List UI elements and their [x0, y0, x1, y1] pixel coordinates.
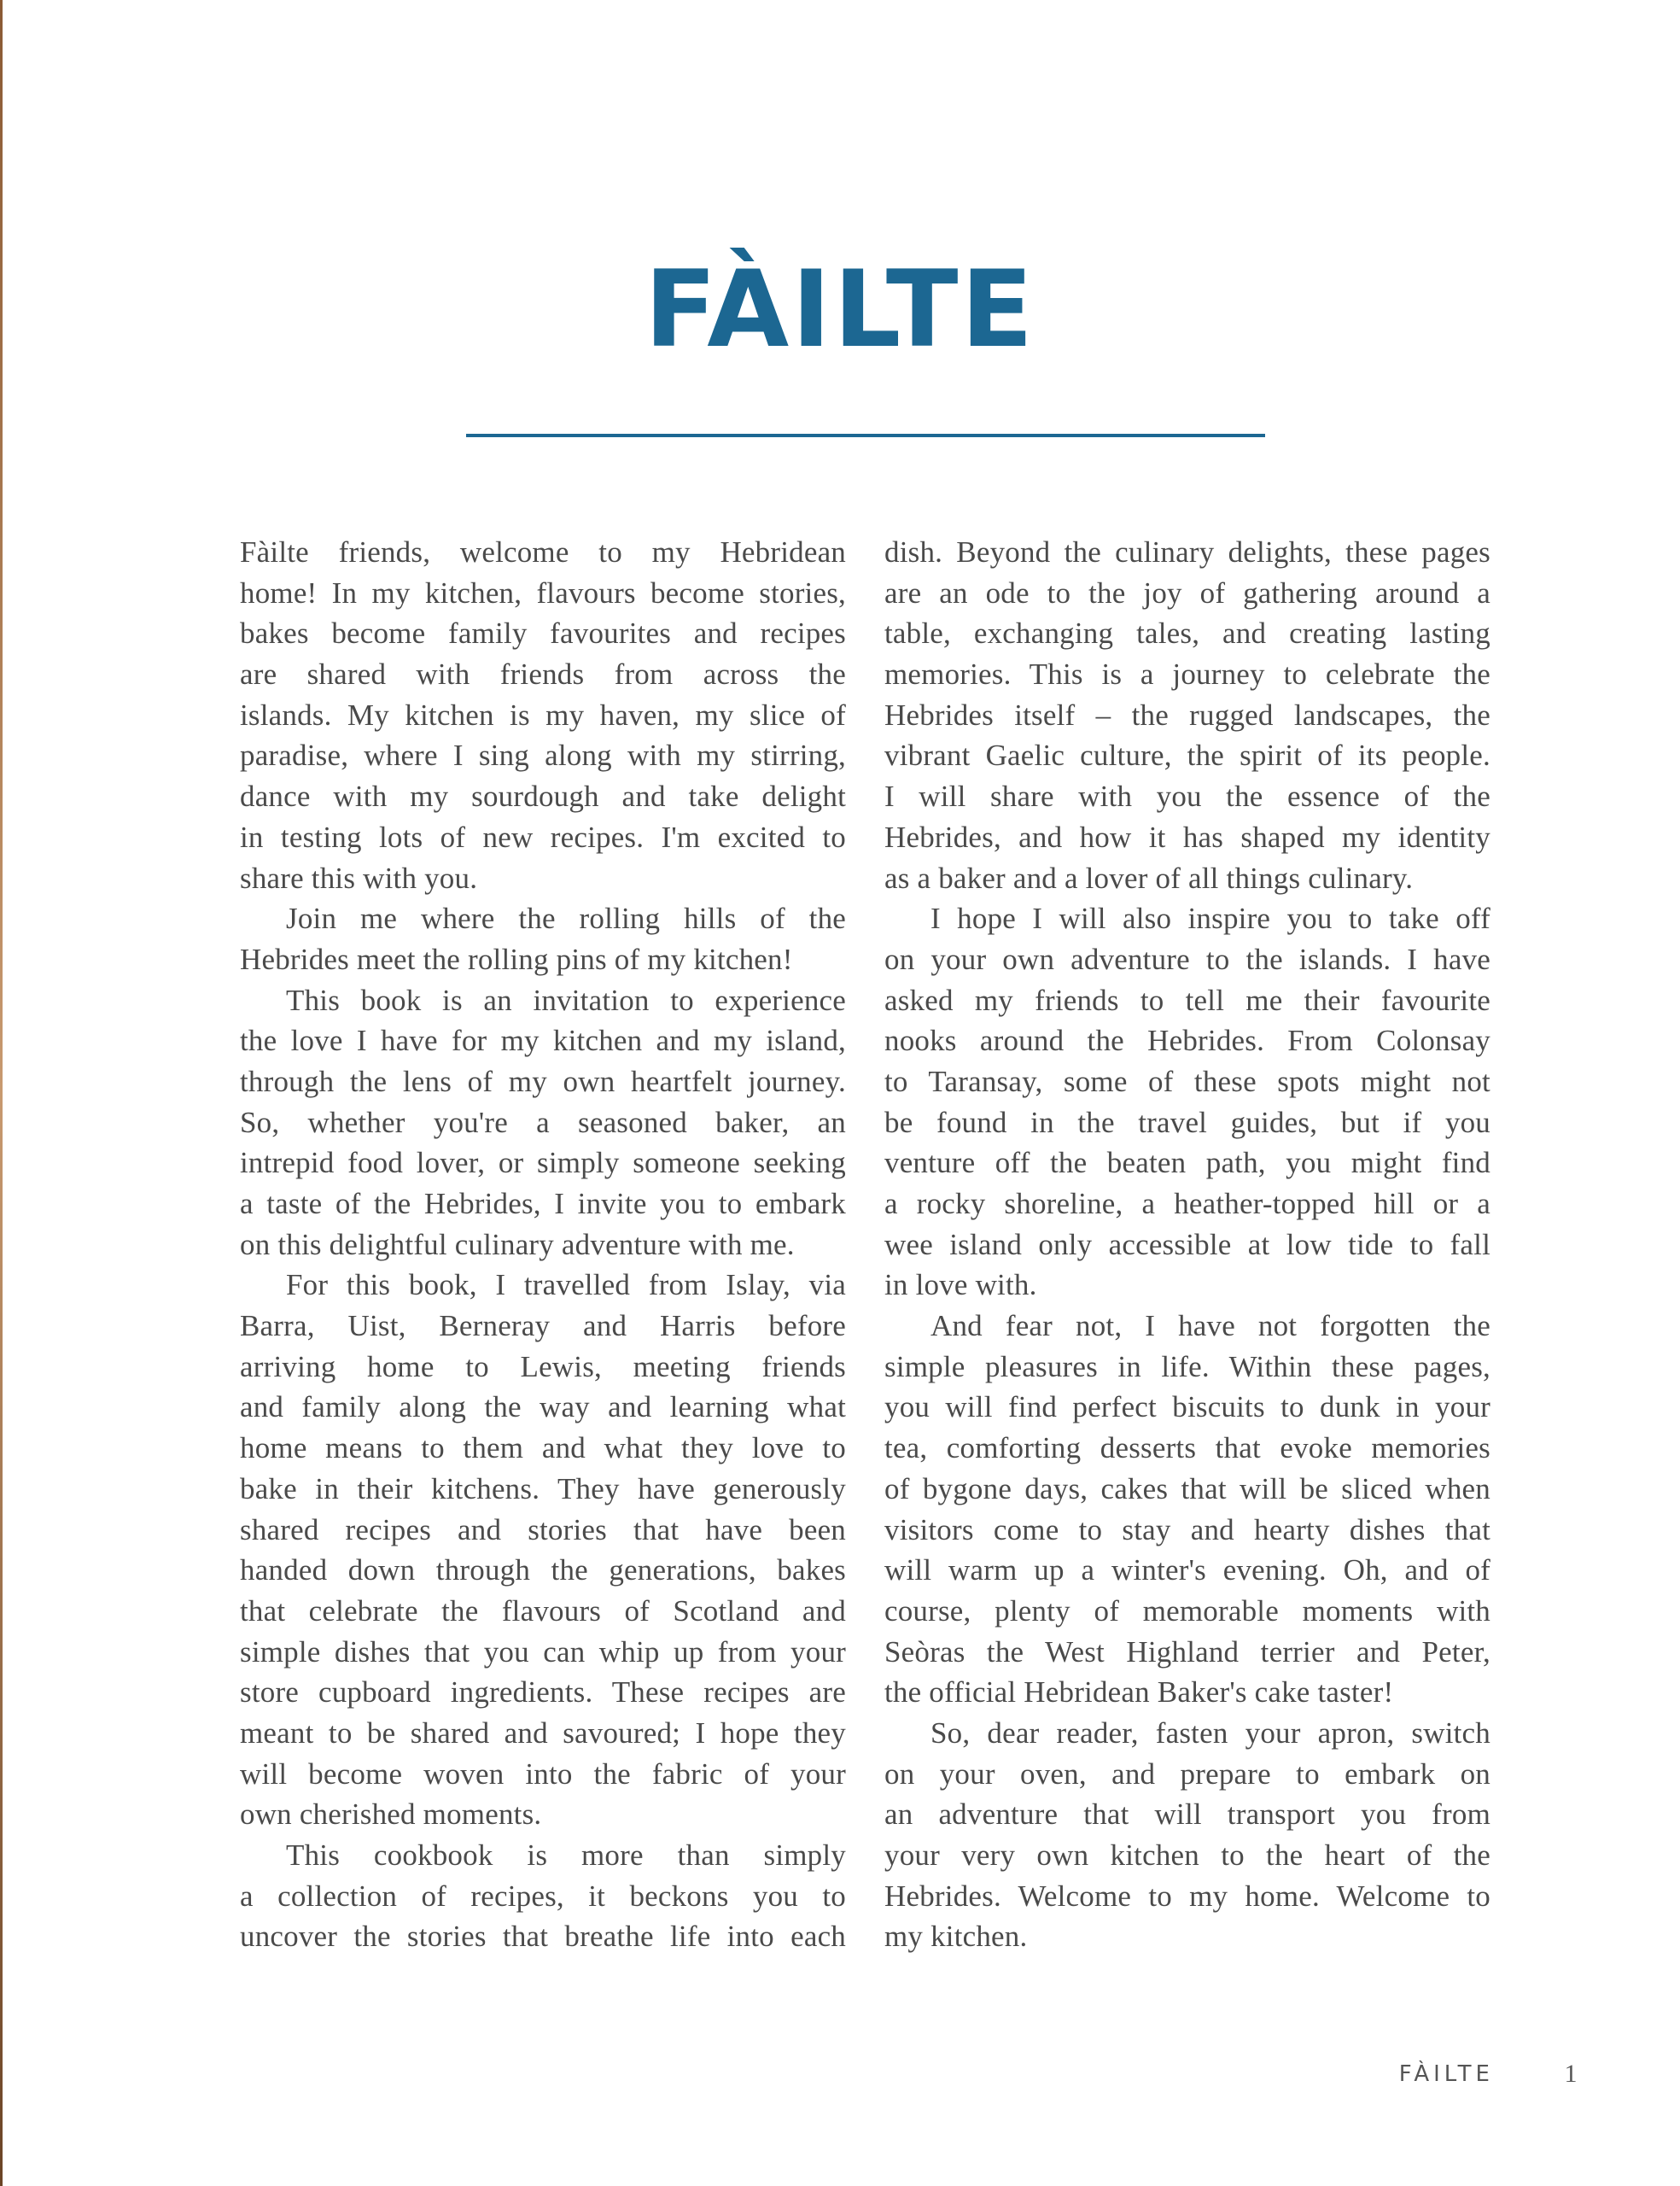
text-line: on your oven, and prepare to embark on	[884, 1756, 1490, 1791]
text-line: Seòras the West Highland terrier and Peter,	[884, 1634, 1490, 1669]
text-line: Hebrides, and how it has shaped my identity	[884, 820, 1490, 854]
text-line: you will find perfect biscuits to dunk in your	[884, 1390, 1490, 1424]
text-line: and family along the way and learning what	[240, 1390, 846, 1424]
text-line: Hebrides itself – the rugged landscapes, the	[884, 698, 1490, 732]
text-line: home! In my kitchen, flavours become stories,	[240, 576, 846, 610]
page-title: FÀILTE	[644, 248, 1036, 371]
text-line: vibrant Gaelic culture, the spirit of its people.	[884, 739, 1490, 773]
text-line: dance with my sourdough and take delight	[240, 780, 846, 814]
text-line: bakes become family favourites and recipes	[240, 617, 846, 651]
text-line: will warm up a winter's evening. Oh, and of	[884, 1553, 1490, 1587]
text-line: I will share with you the essence of the	[884, 780, 1490, 814]
text-line: Hebrides. Welcome to my home. Welcome to	[884, 1879, 1490, 1913]
text-line: on your own adventure to the islands. I have	[884, 942, 1490, 976]
text-line: meant to be shared and savoured; I hope they	[240, 1715, 846, 1750]
text-line: course, plenty of memorable moments with	[884, 1593, 1490, 1628]
running-footer-title: FÀILTE	[1398, 2061, 1494, 2087]
text-line: tea, comforting desserts that evoke memories	[884, 1431, 1490, 1465]
text-line: dish. Beyond the culinary delights, these pages	[884, 535, 1490, 569]
text-line: nooks around the Hebrides. From Colonsay	[884, 1024, 1490, 1058]
text-line: a taste of the Hebrides, I invite you to embark	[240, 1187, 846, 1220]
text-line: intrepid food lover, or simply someone seeking	[240, 1146, 846, 1180]
text-line: in love with.	[884, 1268, 1037, 1302]
right-column	[884, 532, 1490, 1957]
text-line: memories. This is a journey to celebrate the	[884, 658, 1490, 692]
text-line: my kitchen.	[884, 1920, 1028, 1954]
text-line: Join me where the rolling hills of the	[286, 902, 846, 936]
text-line: Barra, Uist, Berneray and Harris before	[240, 1309, 846, 1343]
text-line: be found in the travel guides, but if you	[884, 1105, 1490, 1139]
text-line: of bygone days, cakes that will be sliced when	[884, 1471, 1490, 1505]
text-line: your very own kitchen to the heart of the	[884, 1838, 1490, 1872]
page-number: 1	[1564, 2060, 1578, 2088]
text-line: bake in their kitchens. They have generously	[240, 1471, 846, 1505]
text-line: shared recipes and stories that have been	[240, 1512, 846, 1546]
text-line: visitors come to stay and hearty dishes that	[884, 1512, 1490, 1546]
text-line: And fear not, I have not forgotten the	[930, 1309, 1490, 1343]
text-line: venture off the beaten path, you might find	[884, 1146, 1490, 1180]
text-line: Hebrides meet the rolling pins of my kitchen!	[240, 942, 793, 976]
text-line: the love I have for my kitchen and my island,	[240, 1024, 846, 1058]
text-line: that celebrate the flavours of Scotland and	[240, 1593, 846, 1628]
text-line: are an ode to the joy of gathering around a	[884, 576, 1490, 610]
text-line: own cherished moments.	[240, 1797, 542, 1832]
text-line: will become woven into the fabric of your	[240, 1756, 846, 1791]
text-line: share this with you.	[240, 861, 478, 895]
text-line: as a baker and a lover of all things culinary.	[884, 861, 1414, 895]
text-line: arriving home to Lewis, meeting friends	[240, 1349, 846, 1383]
text-line: table, exchanging tales, and creating lasting	[884, 617, 1490, 651]
text-line: a collection of recipes, it beckons you to	[240, 1879, 846, 1913]
text-line: This book is an invitation to experience	[286, 983, 846, 1017]
text-line: are shared with friends from across the	[240, 658, 846, 692]
left-column	[240, 532, 846, 1957]
text-line: a rocky shoreline, a heather-topped hill or a	[884, 1187, 1490, 1220]
text-line: islands. My kitchen is my haven, my slice of	[240, 698, 846, 732]
title-divider	[466, 434, 1265, 437]
text-line: paradise, where I sing along with my stirring,	[240, 739, 846, 773]
text-line: asked my friends to tell me their favourite	[884, 983, 1490, 1017]
text-line: For this book, I travelled from Islay, via	[286, 1268, 846, 1302]
text-line: uncover the stories that breathe life into each	[240, 1920, 846, 1954]
text-line: This cookbook is more than simply	[286, 1838, 846, 1872]
text-line: an adventure that will transport you from	[884, 1797, 1490, 1832]
text-line: on this delightful culinary adventure with me.	[240, 1227, 795, 1261]
text-line: store cupboard ingredients. These recipes are	[240, 1675, 846, 1710]
text-line: simple dishes that you can whip up from your	[240, 1634, 846, 1669]
text-line: wee island only accessible at low tide to fall	[884, 1227, 1490, 1261]
text-line: simple pleasures in life. Within these pages,	[884, 1349, 1490, 1383]
text-line: I hope I will also inspire you to take off	[930, 902, 1490, 936]
text-line: So, whether you're a seasoned baker, an	[240, 1105, 846, 1139]
text-line: through the lens of my own heartfelt journey.	[240, 1064, 846, 1098]
text-line: handed down through the generations, bakes	[240, 1553, 846, 1587]
text-line: home means to them and what they love to	[240, 1431, 846, 1465]
text-line: to Taransay, some of these spots might not	[884, 1064, 1490, 1098]
text-line: the official Hebridean Baker's cake taster!	[884, 1675, 1394, 1710]
text-line: So, dear reader, fasten your apron, switch	[930, 1715, 1490, 1750]
text-line: Fàilte friends, welcome to my Hebridean	[240, 535, 846, 569]
text-line: in testing lots of new recipes. I'm excited to	[240, 820, 846, 854]
